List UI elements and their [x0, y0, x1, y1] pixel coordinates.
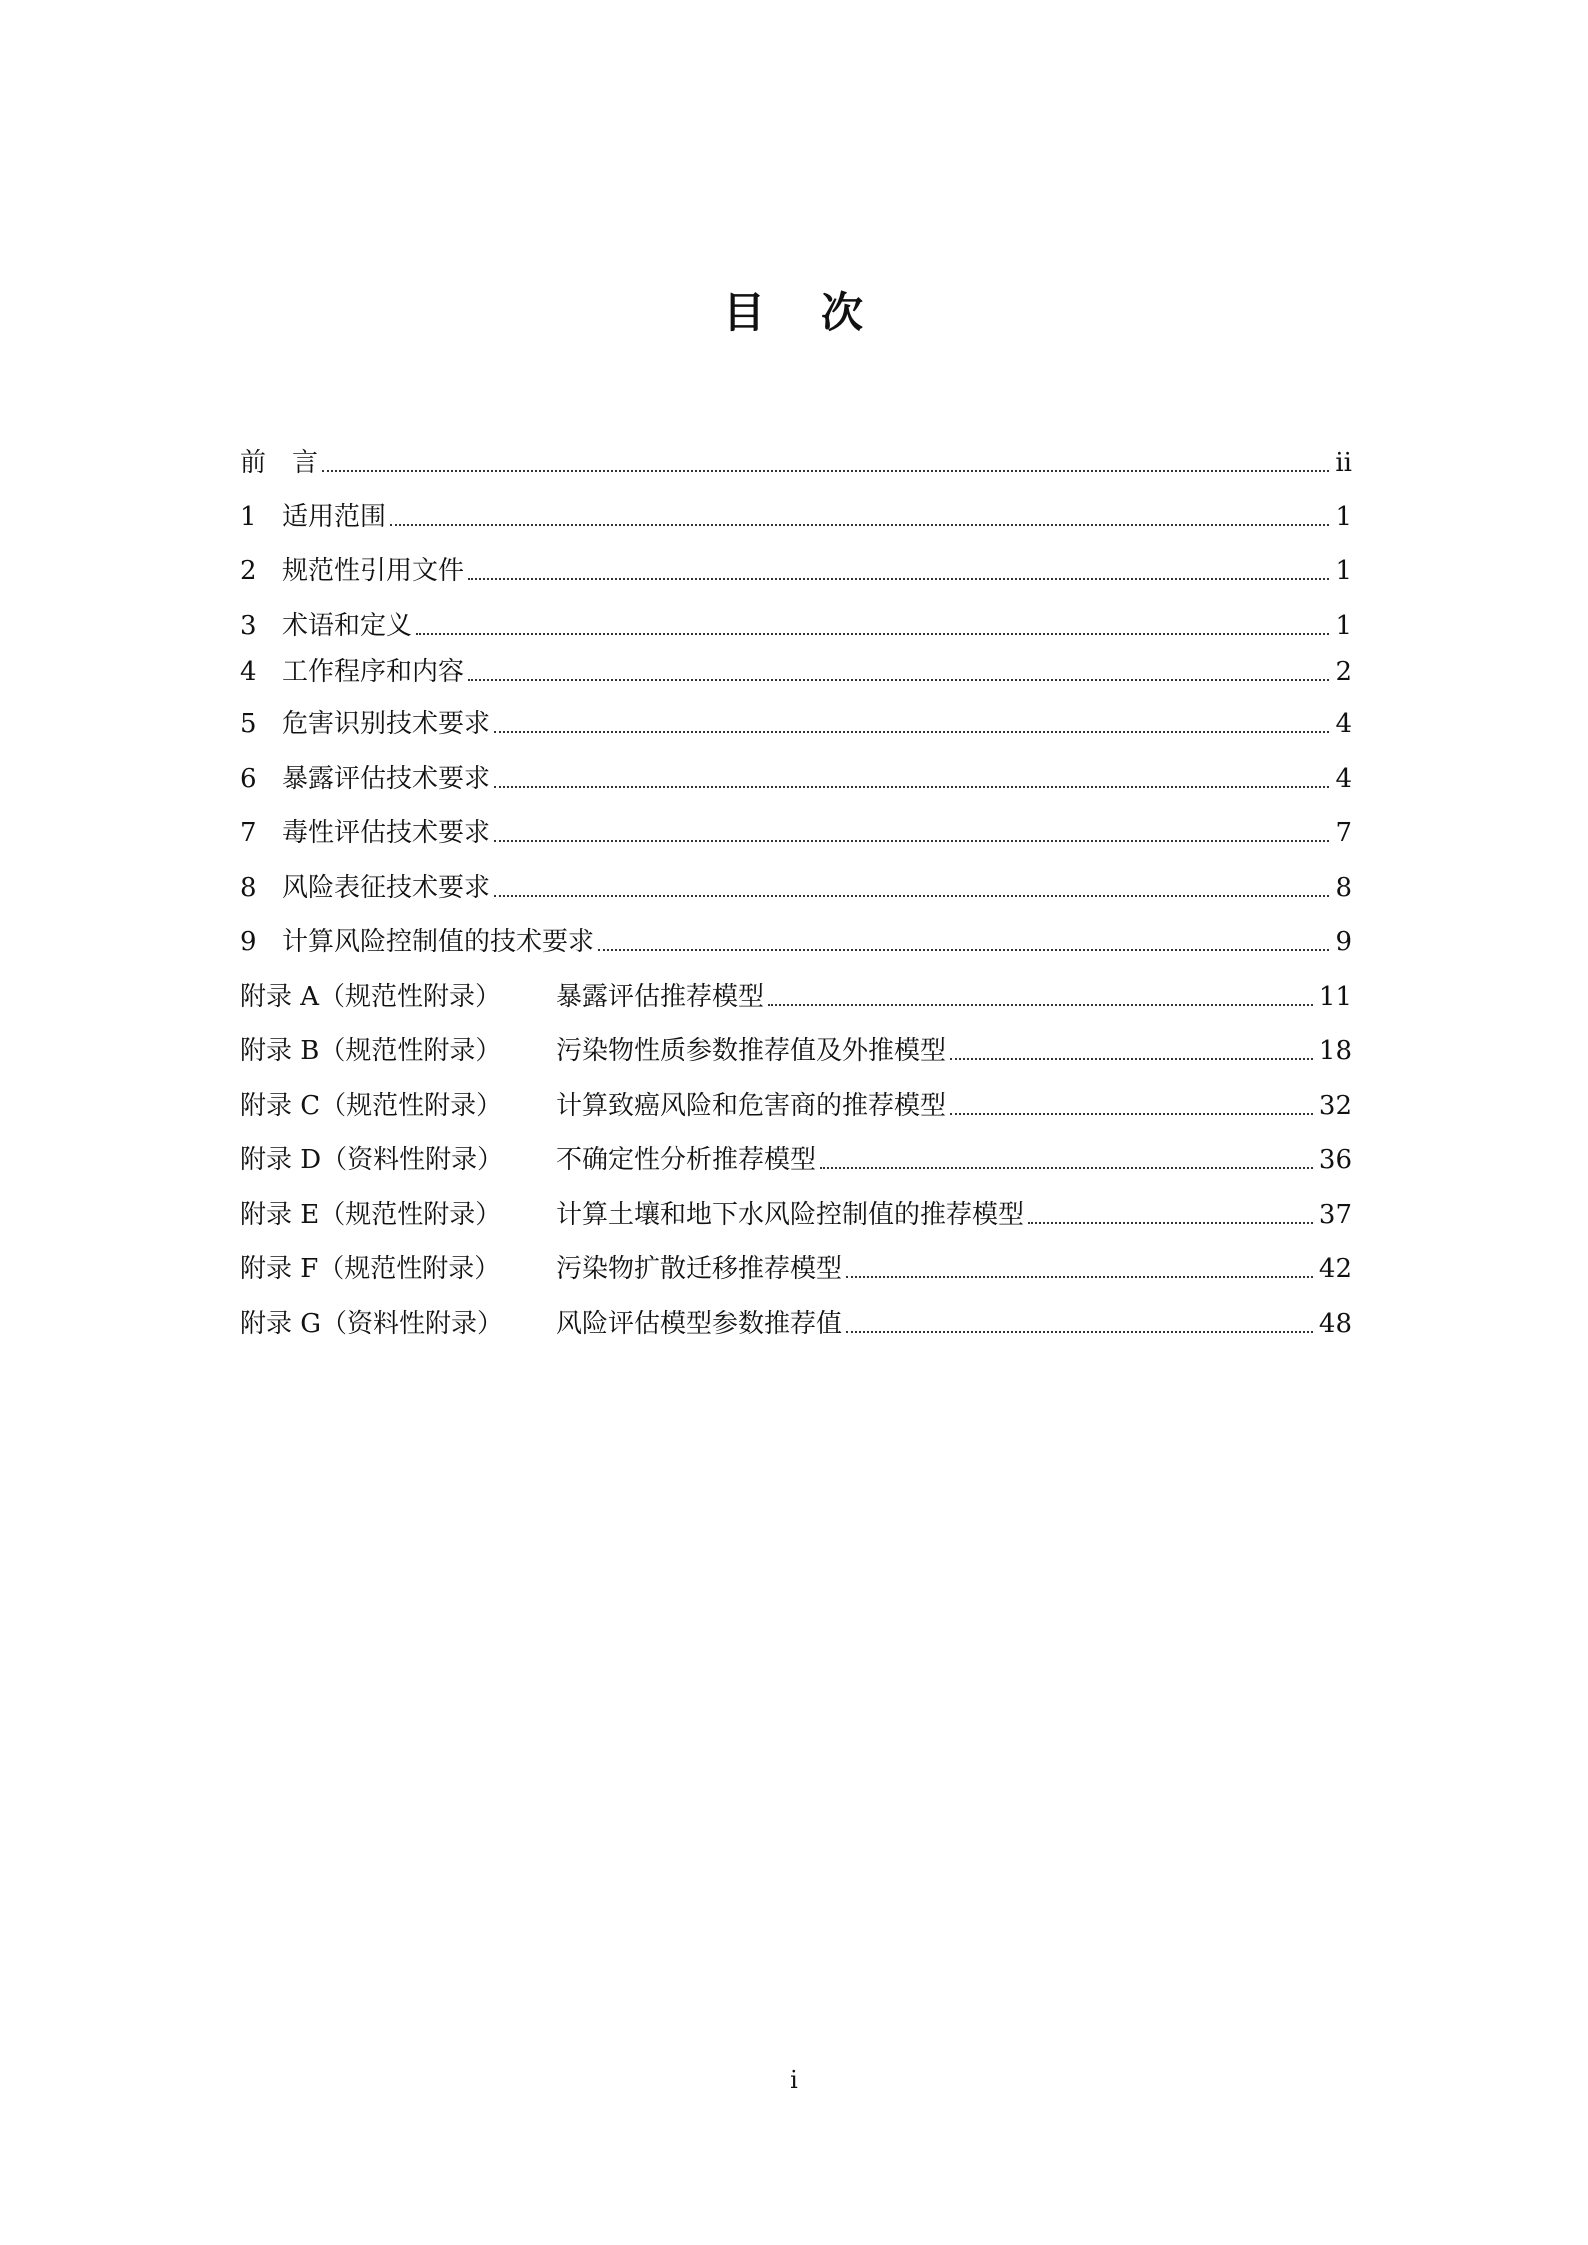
toc-entry-appendix-b[interactable]: [240, 1028, 1352, 1068]
toc-entry-page: 1: [1335, 611, 1352, 641]
toc-dot-leader: [494, 894, 1329, 897]
toc-entry-page: 1: [1335, 502, 1352, 532]
toc-entry-label: 污染物扩散迁移推荐模型: [556, 1254, 843, 1284]
toc-dot-leader: [416, 632, 1329, 635]
toc-entry-label: 计算土壤和地下水风险控制值的推荐模型: [556, 1200, 1025, 1230]
toc-entry-appendix-e[interactable]: [240, 1192, 1352, 1232]
toc-entry-number: 5: [240, 709, 257, 739]
toc-entry-page: 11: [1318, 982, 1352, 1012]
toc-appendix-code: 附录 E（规范性附录）: [240, 1200, 502, 1230]
toc-entry-number: 6: [240, 764, 257, 794]
toc-entry-label: 污染物性质参数推荐值及外推模型: [556, 1036, 947, 1066]
toc-entry-label: 风险评估模型参数推荐值: [556, 1309, 843, 1339]
toc-title-part2: 次: [821, 288, 866, 337]
toc-appendix-code: 附录 B（规范性附录）: [240, 1036, 502, 1066]
toc-entry-label: 不确定性分析推荐模型: [556, 1145, 817, 1175]
toc-entry-page: 37: [1318, 1200, 1352, 1230]
toc-entry-appendix-a[interactable]: [240, 974, 1352, 1014]
page-number: i: [790, 2066, 798, 2094]
toc-entry-label: 毒性评估技术要求: [282, 818, 491, 848]
toc-entry-page: 2: [1335, 657, 1352, 687]
toc-entry-chapter-3[interactable]: [240, 603, 1352, 643]
toc-appendix-code: 附录 D（资料性附录）: [240, 1145, 504, 1175]
toc-entry-label: 适用范围: [282, 502, 387, 532]
toc-entry-appendix-f[interactable]: [240, 1246, 1352, 1286]
toc-entry-page: 48: [1318, 1309, 1352, 1339]
toc-entry-number: 3: [240, 611, 257, 641]
toc-entry-chapter-2[interactable]: [240, 548, 1352, 588]
toc-entry-page: ii: [1335, 448, 1352, 478]
toc-appendix-code: 附录 C（规范性附录）: [240, 1091, 503, 1121]
toc-entry-label: 前 言: [240, 448, 319, 478]
toc-entry-label: 术语和定义: [282, 611, 413, 641]
toc-entry-page: 36: [1318, 1145, 1352, 1175]
toc-title: [0, 285, 1588, 341]
toc-dot-leader: [494, 839, 1329, 842]
toc-dot-leader: [468, 577, 1329, 580]
toc-dot-leader: [494, 730, 1329, 733]
toc-entry-label: 计算风险控制值的技术要求: [282, 927, 595, 957]
toc-dot-leader: [598, 948, 1329, 951]
toc-entry-page: 8: [1335, 873, 1352, 903]
toc-dot-leader: [768, 1003, 1313, 1006]
toc-entry-chapter-5[interactable]: [240, 701, 1352, 741]
toc-dot-leader: [846, 1275, 1313, 1278]
toc-entry-page: 1: [1335, 556, 1352, 586]
toc-entry-label: 暴露评估技术要求: [282, 764, 491, 794]
toc-entry-number: 9: [240, 927, 257, 957]
toc-appendix-code: 附录 G（资料性附录）: [240, 1309, 504, 1339]
toc-dot-leader: [950, 1057, 1313, 1060]
toc-entry-chapter-7[interactable]: [240, 810, 1352, 850]
toc-entry-label: 暴露评估推荐模型: [556, 982, 765, 1012]
toc-entry-number: 2: [240, 556, 257, 586]
toc-entry-chapter-6[interactable]: [240, 756, 1352, 796]
toc-entry-appendix-d[interactable]: [240, 1137, 1352, 1177]
toc-entry-number: 4: [240, 657, 257, 687]
toc-entry-page: 4: [1335, 764, 1352, 794]
toc-entry-label: 计算致癌风险和危害商的推荐模型: [556, 1091, 947, 1121]
toc-entry-appendix-g[interactable]: [240, 1301, 1352, 1341]
toc-dot-leader: [820, 1166, 1313, 1169]
toc-entry-chapter-9[interactable]: [240, 919, 1352, 959]
toc-entry-chapter-1[interactable]: [240, 494, 1352, 534]
toc-entry-page: 32: [1318, 1091, 1352, 1121]
toc-entry-page: 18: [1318, 1036, 1352, 1066]
toc-entry-label: 规范性引用文件: [282, 556, 465, 586]
toc-title-part1: 目: [722, 288, 767, 337]
toc-dot-leader: [468, 678, 1329, 681]
toc-entry-chapter-8[interactable]: [240, 865, 1352, 905]
toc-dot-leader: [950, 1112, 1313, 1115]
toc-dot-leader: [390, 523, 1329, 526]
toc-entry-number: 1: [240, 502, 257, 532]
toc-entry-page: 7: [1335, 818, 1352, 848]
toc-entry-page: 42: [1318, 1254, 1352, 1284]
toc-entry-label: 危害识别技术要求: [282, 709, 491, 739]
toc-dot-leader: [322, 469, 1329, 472]
toc-dot-leader: [1028, 1221, 1313, 1224]
toc-entry-chapter-4[interactable]: [240, 649, 1352, 689]
toc-appendix-code: 附录 A（规范性附录）: [240, 982, 502, 1012]
toc-entry-number: 8: [240, 873, 257, 903]
toc-entry-page: 9: [1335, 927, 1352, 957]
toc-dot-leader: [846, 1330, 1313, 1333]
toc-entry-appendix-c[interactable]: [240, 1083, 1352, 1123]
toc-dot-leader: [494, 785, 1329, 788]
toc-appendix-code: 附录 F（规范性附录）: [240, 1254, 501, 1284]
toc-entry-preface[interactable]: [240, 440, 1352, 480]
toc-entry-number: 7: [240, 818, 257, 848]
toc-entry-label: 工作程序和内容: [282, 657, 465, 687]
toc-entry-page: 4: [1335, 709, 1352, 739]
toc-entry-label: 风险表征技术要求: [282, 873, 491, 903]
